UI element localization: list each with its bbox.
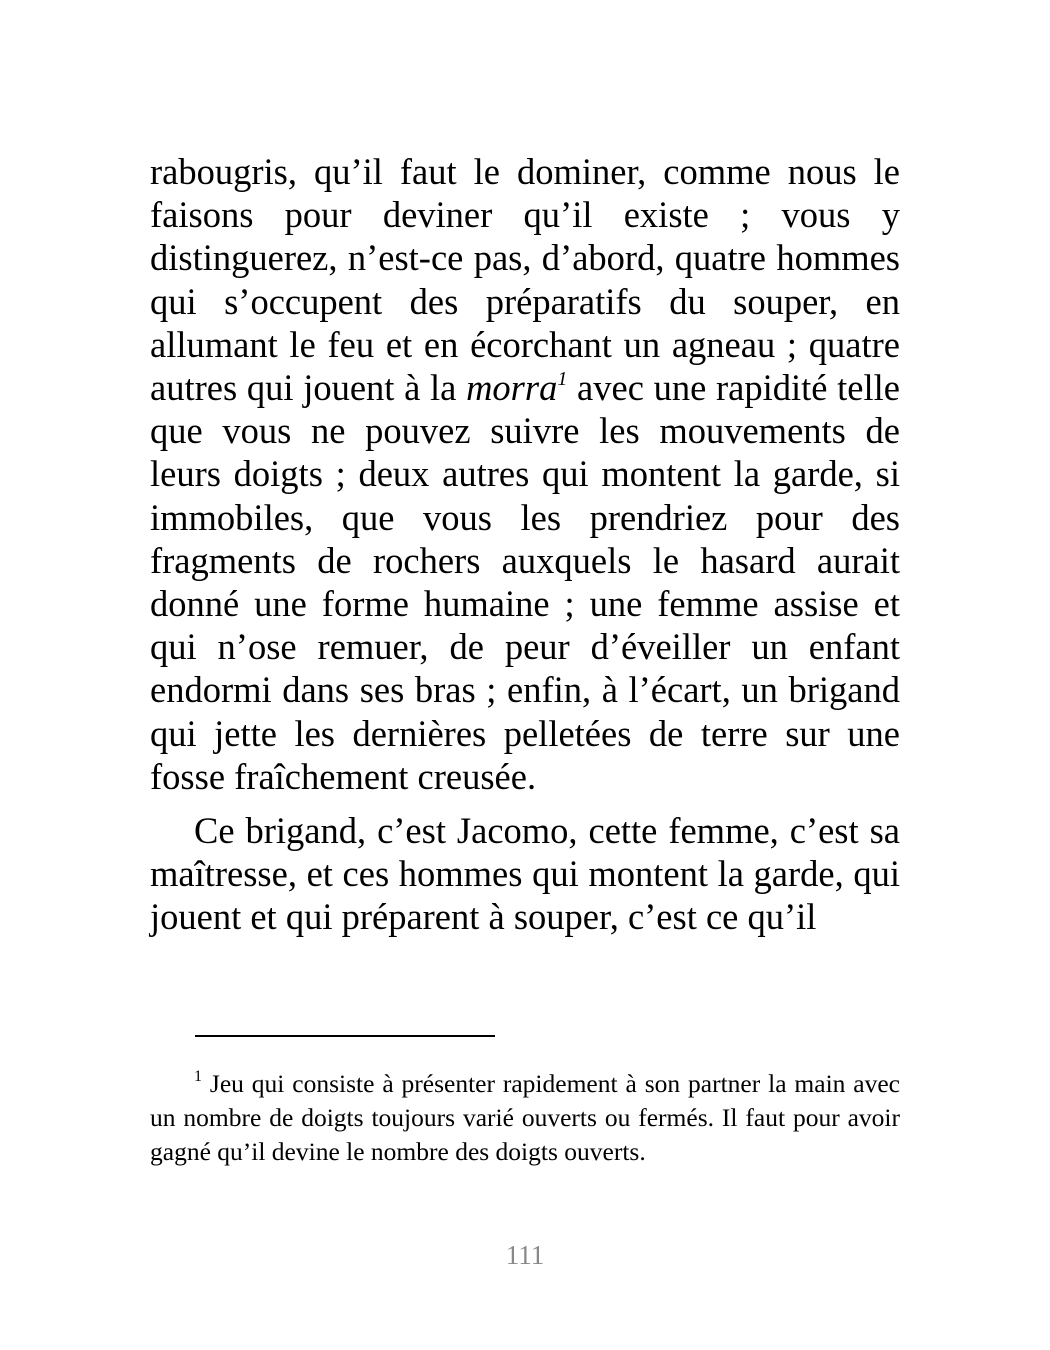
italic-word: morra	[466, 367, 558, 409]
paragraph-text-end: avec une rapidité telle que vous ne pouvez suivre les mouvements de leurs doigts ; deux autres qui montent la garde, si immobiles, que vous les prendriez pour des fragments de rochers auxquels le hasard aurait donné une forme humaine ; une femme assise et qui n’ose remuer, de peur d’éveiller un enfant endormi dans ses bras ; enfin, à l’écart, un brigand qui jette les dernières pelletées de terre sur une fosse fraîchement creusée.	[150, 367, 900, 797]
paragraph: Ce brigand, c’est Jacomo, cette femme, c’est sa maîtresse, et ces hommes qui montent la garde, qui jouent et qui préparent à souper, c’est ce qu’il	[150, 810, 900, 938]
footnote-separator	[195, 1035, 495, 1037]
footnotes	[150, 1067, 900, 1169]
paragraph-continued	[150, 150, 900, 798]
page-number: 111	[505, 1240, 545, 1270]
page-body	[150, 150, 900, 939]
footnote-reference[interactable]: 1	[557, 368, 568, 391]
paragraph-text-start: rabougris, qu’il faut le dominer, comme nous le faisons pour deviner qu’il existe ; vous y distinguerez, n’est-ce pas, d’abord, quatre hommes qui s’occupent des préparatifs du souper, en allumant le feu et en écorchant un agneau ; quatre autres qui jouent à la	[150, 151, 900, 409]
footnote	[150, 1067, 900, 1169]
main-text	[150, 150, 900, 939]
footnote-marker: 1	[194, 1068, 202, 1085]
footnote-text: Jeu qui consiste à présenter rapidement à son partner la main avec un nombre de doigts toujours varié ouverts ou fermés. Il faut pour avoir gagné qu’il devine le nombre des doigts ouverts.	[150, 1069, 900, 1166]
